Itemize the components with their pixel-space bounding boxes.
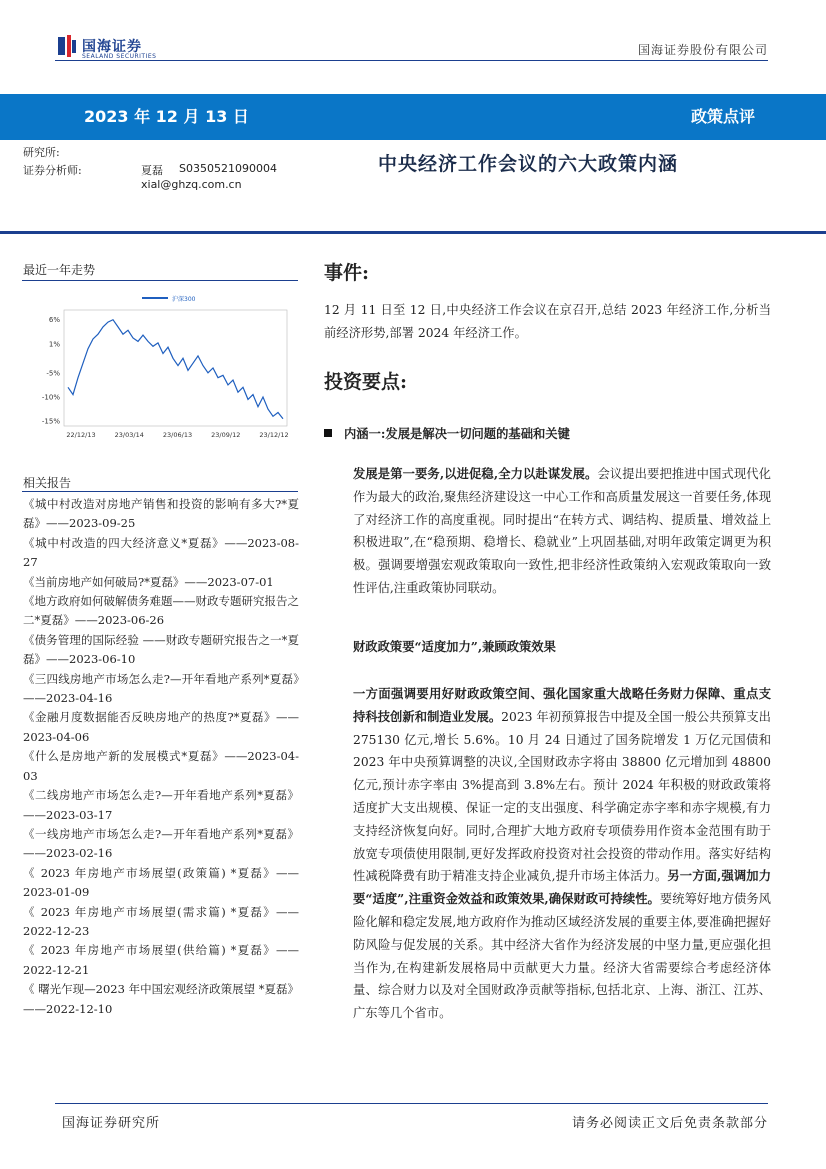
para2-bold-2: 另一方面,强调加力要“适度”,注重资金效益和政策效果,确保财政可持续性。 — [353, 868, 771, 907]
trend-divider — [22, 280, 298, 281]
report-date: 2023 年 12 月 13 日 — [84, 107, 249, 126]
bullet-text: 内涵一:发展是解决一切问题的基础和关键 — [344, 426, 570, 441]
related-report-item[interactable]: 《 曙光乍现—2023 年中国宏观经济政策展望 *夏磊》——2022-12-10 — [23, 982, 299, 1016]
x-tick-label: 23/03/14 — [114, 431, 144, 439]
related-report-item[interactable]: 《 2023 年房地产市场展望(供给篇) *夏磊》——2022-12-21 — [23, 943, 299, 977]
para1-text: 会议提出要把推进中国式现代化作为最大的政治,聚焦经济建设这一中心工作和高质量发展这一首要任务,体现了对经济工作的高度重视。同时提出“在转方式、调结构、提质量、增效益上积极进取”,在“稳预期、稳增长、稳就业”上巩固基础,对明年政策定调更为积极。强调要增强宏观政策取向一致性,把非经济性政策纳入宏观政策取向一致性评估,注重政策协同联动。 — [353, 467, 771, 595]
related-report-item[interactable]: 《金融月度数据能否反映房地产的热度?*夏磊》——2023-04-06 — [23, 710, 299, 744]
x-tick-label: 23/12/12 — [259, 431, 289, 439]
bullet-square-icon — [324, 429, 332, 437]
analyst-email: xial@ghzq.com.cn — [141, 178, 242, 191]
related-report-item[interactable]: 《债务管理的国际经验 ——财政专题研究报告之一*夏磊》——2023-06-10 — [23, 632, 299, 667]
trend-title: 最近一年走势 — [23, 263, 96, 277]
points-heading: 投资要点: — [324, 371, 408, 393]
related-report-item[interactable]: 《什么是房地产新的发展模式*夏磊》——2023-04-03 — [23, 749, 299, 783]
sealand-logo-icon — [58, 35, 76, 57]
institute-label: 研究所: — [23, 146, 60, 159]
logo-text: 国海证券 — [82, 39, 142, 55]
para2-text: 2023 年初预算报告中提及全国一般公共预算支出 275130 亿元,增长 5.6%。10 月 24 日通过了国务院增发 1 万亿元国债和 2023 年中央预算调整的决议,全国财政赤字将由 38800 亿元增加到 48800 亿元,预计赤字率由 3%提高到 3.8%左右。预计 2024 年积极的财政政策将适度扩大支出规模、保证一定的支出强度、科学确定赤字率和赤字规模,有力支持经济恢复向好。同时,合理扩大地方政府专项债券用作资本金范围有助于放宽专项债使用限制,更好发挥政府投资对社会投资的带动作用。落实好结构性减税降费有助于精准支持企业减负,提升市场主体活力。 — [353, 709, 771, 884]
related-report-item[interactable]: 《当前房地产如何破局?*夏磊》——2023-07-01 — [23, 574, 274, 589]
y-tick-label: 6% — [48, 316, 60, 325]
related-report-item[interactable]: 《三四线房地产市场怎么走?—开年看地产系列*夏磊》——2023-04-16 — [23, 671, 299, 706]
x-tick-label: 23/09/12 — [211, 431, 241, 439]
header-divider — [55, 60, 768, 61]
y-tick-label: 1% — [48, 340, 60, 349]
para2-text-2: 要统筹好地方债务风险化解和稳定发展,地方政府作为推动区域经济发展的重要主体,要准确把握好防风险与促发展的关系。其中经济大省作为经济发展的中坚力量,更应强化担当作为,在构建新发展格局中贡献更大力量。经济大省需要综合考虑经济体量、综合财力以及对全国财政净贡献等指标,包括北京、上海、浙江、江苏、广东等几个省市。 — [353, 892, 771, 1021]
related-report-item[interactable]: 《一线房地产市场怎么走?—开年看地产系列*夏磊》——2023-02-16 — [23, 826, 299, 861]
paragraph-fiscal — [353, 683, 771, 1025]
related-report-item[interactable]: 《城中村改造对房地产销售和投资的影响有多大?*夏磊》——2023-09-25 — [23, 497, 299, 531]
footer-divider — [55, 1103, 768, 1104]
chart-legend — [142, 295, 196, 303]
footer-disclaimer: 请务必阅读正文后免责条款部分 — [571, 1116, 768, 1131]
event-heading: 事件: — [324, 262, 370, 284]
related-report-item[interactable]: 《 2023 年房地产市场展望(政策篇) *夏磊》——2023-01-09 — [23, 865, 299, 900]
series-line-hs300 — [68, 320, 283, 419]
para2-bold: 一方面强调要用好财政政策空间、强化国家重大战略任务财力保障、重点支持科技创新和制造业发展。 — [353, 686, 771, 724]
y-tick-label: -15% — [41, 417, 60, 426]
para1-bold: 发展是第一要务,以进促稳,全力以赴谋发展。 — [353, 466, 598, 481]
y-tick-label: -5% — [46, 369, 60, 378]
related-title: 相关报告 — [23, 476, 72, 490]
x-tick-label: 23/06/13 — [162, 431, 193, 439]
plot-area — [64, 310, 287, 426]
analyst-license: S0350521090004 — [179, 162, 277, 175]
related-report-item[interactable]: 《二线房地产市场怎么走?—开年看地产系列*夏磊》——2023-03-17 — [23, 788, 299, 822]
title-divider — [0, 231, 826, 234]
y-tick-label: -10% — [41, 393, 60, 402]
logo-subtext: SEALAND SECURITIES — [82, 53, 157, 60]
paragraph-development — [353, 463, 771, 600]
page-title: 中央经济工作会议的六大政策内涵 — [378, 153, 679, 175]
bullet-heading — [324, 424, 570, 442]
related-report-list — [23, 495, 299, 1019]
company-name: 国海证券股份有限公司 — [637, 43, 768, 57]
analyst-label: 证券分析师: — [23, 164, 82, 177]
analyst-name: 夏磊 — [141, 164, 163, 177]
fiscal-subheading: 财政政策要“适度加力”,兼顾政策效果 — [353, 639, 556, 654]
related-divider — [22, 491, 298, 492]
related-report-item[interactable]: 《 2023 年房地产市场展望(需求篇) *夏磊》——2022-12-23 — [23, 904, 299, 938]
event-text: 12 月 11 日至 12 日,中央经济工作会议在京召开,总结 2023 年经济工作,分析当前经济形势,部署 2024 年经济工作。 — [324, 303, 771, 340]
report-type: 政策点评 — [690, 107, 755, 126]
related-report-item[interactable]: 《地方政府如何破解债务难题——财政专题研究报告之二*夏磊》——2023-06-26 — [23, 594, 299, 628]
related-report-item[interactable]: 《城中村改造的四大经济意义*夏磊》——2023-08-27 — [23, 535, 299, 570]
trend-chart — [22, 290, 298, 442]
x-tick-label: 22/12/13 — [66, 431, 96, 439]
footer-institute: 国海证券研究所 — [62, 1116, 161, 1131]
legend-label: 沪深300 — [172, 296, 196, 303]
